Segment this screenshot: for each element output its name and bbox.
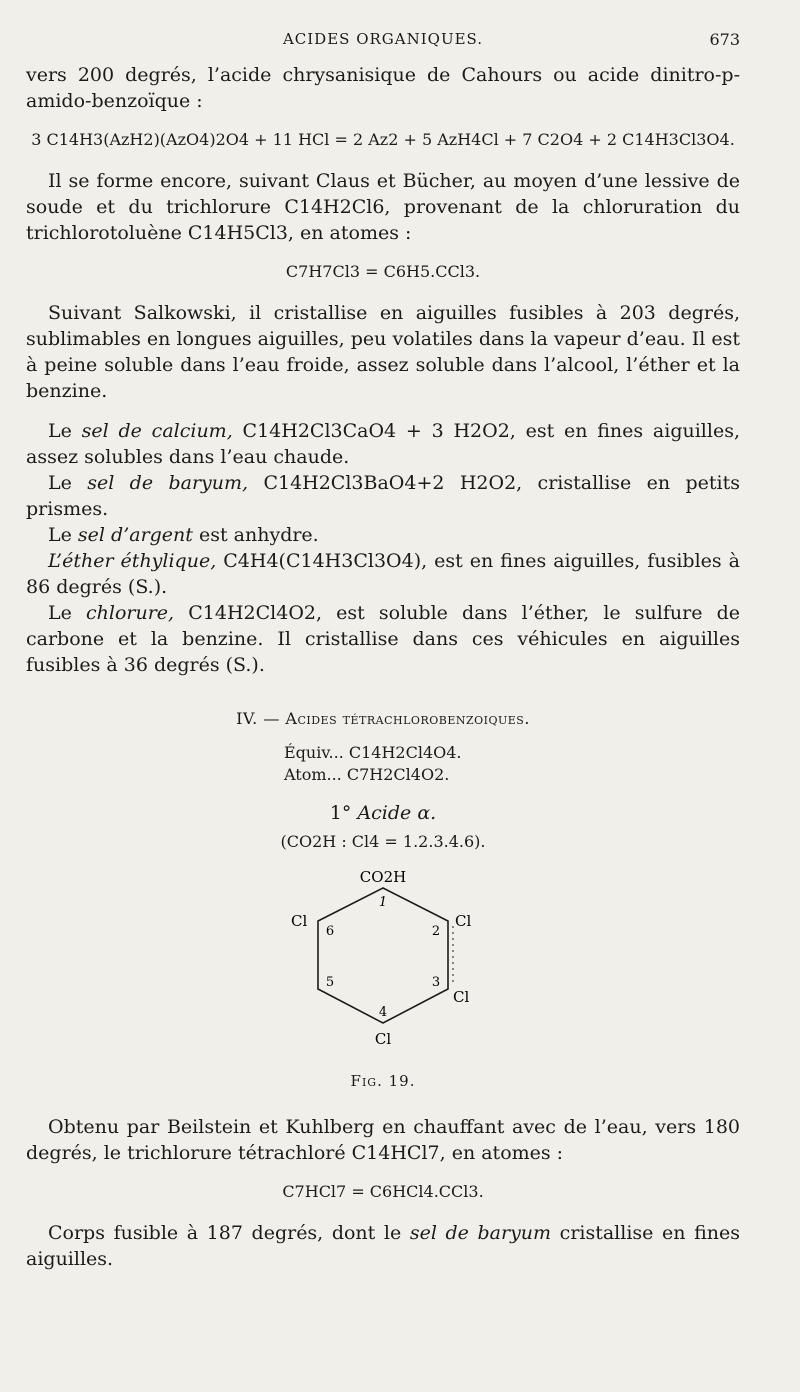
- figure-caption: Fig. 19.: [350, 1072, 416, 1090]
- paragraph-chlorure: [26, 600, 740, 678]
- atom-value: C7H2Cl4O2.: [346, 765, 450, 784]
- atom-line: [284, 764, 740, 786]
- intro-word: Le: [48, 524, 72, 546]
- salt-name: sel de calcium,: [81, 420, 233, 442]
- paragraph-salkowski: Suivant Salkowski, il cristallise en aiguilles fusibles à 203 degrés, sublimables en longues aiguilles, peu volatiles dans la vapeur d’eau. Il est à peine soluble dans l’eau froide, assez soluble dans l’alcool, l’éther et la benzine.: [26, 302, 740, 402]
- paragraph-sel-baryum: [26, 470, 740, 522]
- ether-name: L’éther éthylique,: [48, 550, 217, 572]
- chlorure-description: C14H2Cl4O2, est soluble dans l’éther, le sulfure de carbone et la benzine. Il cristallise dans ces véhicules en aiguilles fusibles à 36 degrés (S.).: [26, 602, 740, 676]
- running-title: ACIDES ORGANIQUES.: [282, 30, 484, 48]
- ether-description: C4H4(C14H3Cl3O4), est en fines aiguilles, fusibles à 86 degrés (S.).: [26, 550, 740, 598]
- subheading-name: Acide α.: [357, 802, 437, 824]
- paragraph-continuation: vers 200 degrés, l’acide chrysanisique de Cahours ou acide dinitro-p-amido-benzoïque :: [26, 64, 740, 112]
- paragraph-corps-fusible: [26, 1220, 740, 1272]
- paragraph-ether: [26, 548, 740, 600]
- intro-word: Le: [48, 472, 72, 494]
- substituent-right-top: Cl: [455, 912, 472, 930]
- equiv-value: C14H2Cl4O4.: [348, 743, 462, 762]
- position-4-label: 4: [378, 1005, 388, 1020]
- section-heading: IV. — Acides tétrachlorobenzoiques.: [236, 709, 530, 728]
- text-end: cristallise en fines aiguilles.: [26, 1222, 740, 1270]
- chlorure-name: chlorure,: [86, 602, 175, 624]
- equation-reaction: 3 C14H3(AzH2)(AzO4)2O4 + 11 HCl = 2 Az2 + 5 AzH4Cl + 7 C2O4 + 2 C14H3Cl3O4.: [31, 130, 735, 149]
- intro-word: Le: [48, 602, 72, 624]
- paragraph-beilstein: Obtenu par Beilstein et Kuhlberg en chauffant avec de l’eau, vers 180 degrés, le trichlorure tétrachloré C14HCl7, en atomes :: [26, 1116, 740, 1164]
- salt-description: C14H2Cl3BaO4+2 H2O2, cristallise en petits prismes.: [26, 472, 741, 520]
- position-1-label: 1: [378, 895, 388, 910]
- substituent-top: CO2H: [359, 868, 407, 886]
- salt-name: sel de baryum: [409, 1222, 552, 1244]
- body-text: [26, 62, 740, 1272]
- position-formula: (CO2H : Cl4 = 1.2.3.4.6).: [280, 832, 486, 851]
- atom-label: Atom...: [284, 765, 342, 784]
- text-start: Corps fusible à 187 degrés, dont le: [48, 1222, 402, 1244]
- running-header: [26, 30, 740, 56]
- equation-trichlorure: C7HCl7 = C6HCl4.CCl3.: [282, 1182, 484, 1201]
- subheading-number: 1°: [329, 802, 352, 824]
- salt-name: sel de baryum,: [87, 472, 249, 494]
- position-2-label: 2: [431, 924, 441, 939]
- salt-name: sel d’argent: [77, 524, 193, 546]
- figure-benzene-ring: [26, 858, 740, 1068]
- subheading: [26, 800, 740, 826]
- substituent-right-bottom: Cl: [453, 988, 470, 1006]
- substituent-bottom: Cl: [374, 1030, 392, 1048]
- paragraph-claus-bucher: Il se forme encore, suivant Claus et Bücher, au moyen d’une lessive de soude et du trichlorure C14H2Cl6, provenant de la chloruration du trichlorotoluène C14H5Cl3, en atomes :: [26, 170, 740, 244]
- equiv-label: Équiv...: [284, 743, 344, 762]
- position-6-label: 6: [325, 924, 335, 939]
- salt-description: C14H2Cl3CaO4 + 3 H2O2, est en fines aiguilles, assez solubles dans l’eau chaude.: [26, 420, 740, 468]
- paragraph-sel-calcium: [26, 418, 740, 470]
- substituent-left-top: Cl: [291, 912, 308, 930]
- paragraph-sel-argent: [26, 522, 740, 548]
- intro-word: Le: [48, 420, 72, 442]
- benzene-ring-diagram: [283, 858, 483, 1068]
- equiv-line: [284, 742, 740, 764]
- position-3-label: 3: [431, 975, 441, 990]
- page-number: 673: [709, 30, 740, 49]
- equation-atoms: C7H7Cl3 = C6H5.CCl3.: [285, 262, 481, 281]
- salt-description: est anhydre.: [198, 524, 319, 546]
- position-5-label: 5: [325, 975, 335, 990]
